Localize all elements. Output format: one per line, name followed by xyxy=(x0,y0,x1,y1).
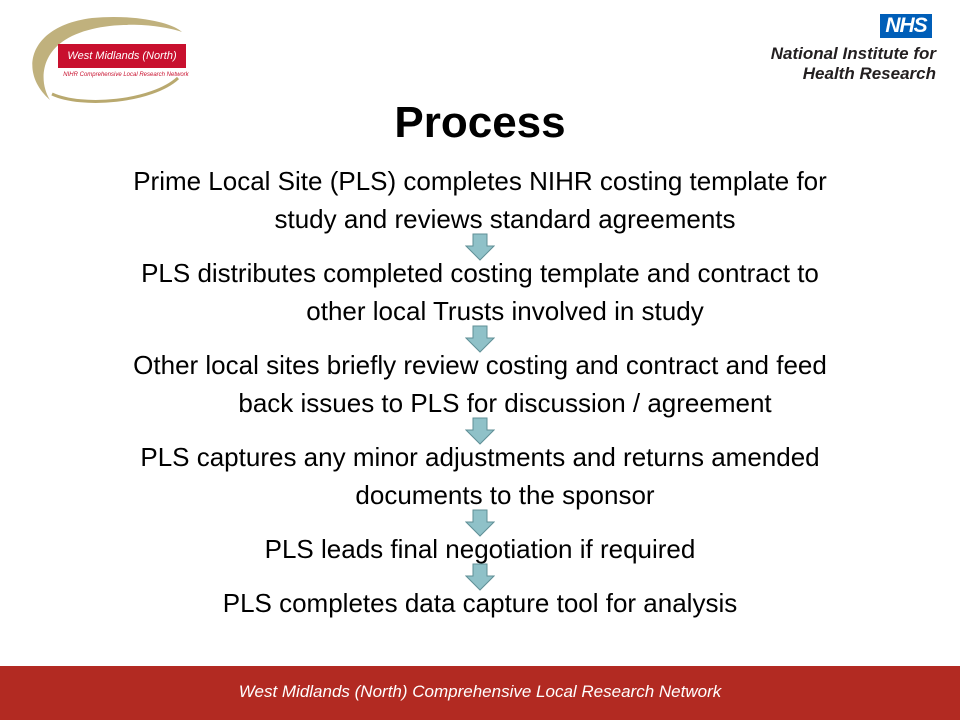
process-step-2 xyxy=(28,254,932,330)
step-text: Prime Local Site (PLS) completes NIHR costing template for xyxy=(133,166,827,196)
step-text: PLS distributes completed costing template and contract to xyxy=(141,258,819,288)
step-text: PLS leads final negotiation if required xyxy=(264,534,696,564)
process-flow xyxy=(28,162,932,622)
step-text: study and reviews standard agreements xyxy=(274,204,736,234)
nihr-logo-text xyxy=(716,44,936,84)
nihr-line-1: National Institute for xyxy=(770,44,936,63)
step-text: PLS captures any minor adjustments and returns amended xyxy=(140,442,820,472)
step-text: other local Trusts involved in study xyxy=(306,296,704,326)
process-step-6 xyxy=(28,584,932,622)
process-step-5 xyxy=(28,530,932,568)
process-step-4 xyxy=(28,438,932,514)
logo-subtitle: NIHR Comprehensive Local Research Network xyxy=(63,72,189,78)
step-text: documents to the sponsor xyxy=(355,480,655,510)
footer-bar xyxy=(0,666,960,720)
nihr-line-2: Health Research xyxy=(802,64,936,83)
step-text: PLS completes data capture tool for analysis xyxy=(222,588,738,618)
logo-title: West Midlands (North) xyxy=(58,44,186,68)
nhs-logo: NHS xyxy=(880,14,932,38)
process-step-1 xyxy=(28,162,932,238)
slide-title: Process xyxy=(394,98,566,147)
footer-text: West Midlands (North) Comprehensive Local Research Network xyxy=(238,682,722,701)
west-midlands-logo xyxy=(22,12,189,104)
step-text: Other local sites briefly review costing and contract and feed xyxy=(133,350,827,380)
step-text: back issues to PLS for discussion / agreement xyxy=(238,388,772,418)
process-step-3 xyxy=(28,346,932,422)
